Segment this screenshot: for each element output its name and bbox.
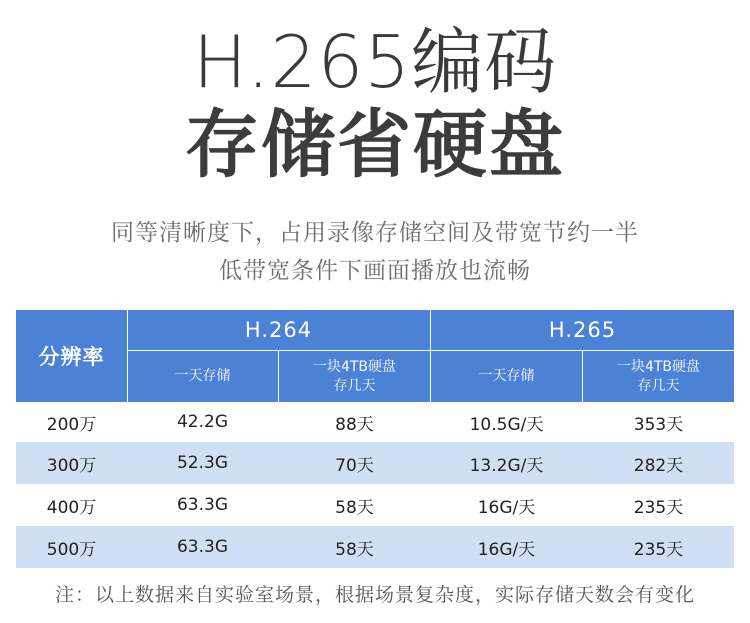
h264-days-header [279,351,430,402]
h265-days-cell: 235天 [633,497,684,518]
h264-day-cell: 63.3G [176,495,229,515]
resolution-header: 分辨率 [16,310,127,402]
h264-day-cell: 63.3G [176,537,229,557]
title-line2: 存储省硬盘 [185,102,565,188]
h265-days-cell: 353天 [633,414,684,435]
subtitle-line2: 低带宽条件下画面播放也流畅 [219,258,531,284]
h265-header: H.265 [431,310,734,350]
header-divider [127,310,128,402]
h265-day-cell: 10.5G/天 [469,414,544,435]
h264-per-day-header: 一天存储 [127,351,278,402]
resolution-cell: 500万 [46,539,97,560]
table-row [16,484,734,526]
h265-day-cell: 16G/天 [477,497,536,518]
header-divider [127,350,734,351]
table-row [16,442,734,484]
footnote: 注：以上数据来自实验室场景，根据场景复杂度，实际存储天数会有变化 [54,584,695,606]
header-divider [430,310,431,402]
h265-day-cell: 16G/天 [477,539,536,560]
h265-day-cell: 13.2G/天 [469,455,544,476]
resolution-cell: 400万 [46,497,97,518]
days-header-line1: 一块4TB硬盘 [312,358,397,375]
comparison-table [16,310,734,568]
days-header-line2: 存几天 [333,377,376,394]
resolution-cell: 200万 [46,414,97,435]
h264-days-cell: 70天 [335,455,374,476]
h264-days-cell: 88天 [335,414,374,435]
header-divider [278,351,279,402]
days-header-line1: 一块4TB硬盘 [616,358,701,375]
subtitle-line1: 同等清晰度下，占用录像存储空间及带宽节约一半 [111,220,639,246]
table-row [16,402,734,442]
h264-days-cell: 58天 [335,539,374,560]
h264-day-cell: 42.2G [176,412,229,432]
h265-days-cell: 235天 [633,539,684,560]
title-line1: H.265编码 [192,20,558,104]
h265-per-day-header: 一天存储 [431,351,582,402]
table-row [16,526,734,568]
resolution-cell: 300万 [46,455,97,476]
h265-days-header [583,351,734,402]
header-divider [582,351,583,402]
h265-days-cell: 282天 [633,455,684,476]
days-header-line2: 存几天 [637,377,680,394]
h264-days-cell: 58天 [335,497,374,518]
h264-header: H.264 [127,310,430,350]
h264-day-cell: 52.3G [176,453,229,473]
